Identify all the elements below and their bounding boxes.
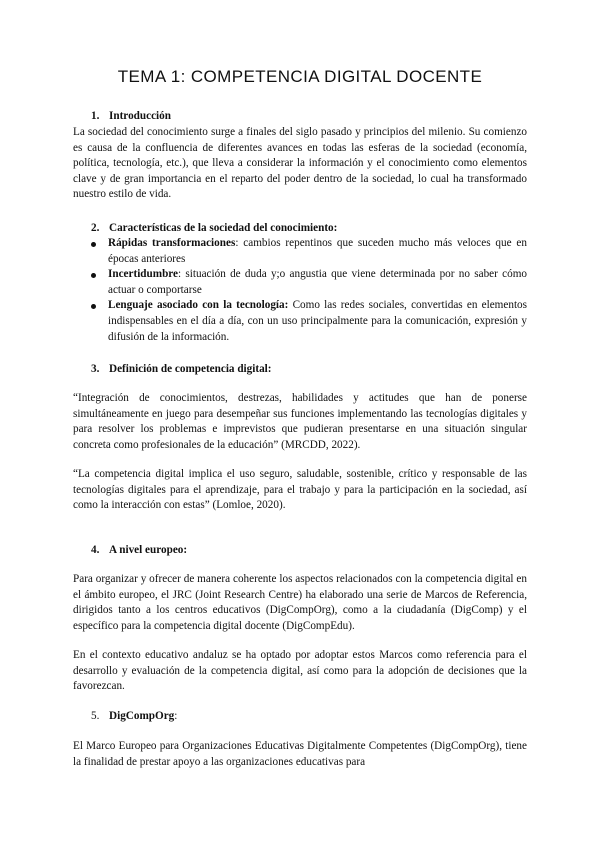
list-item-text: : situación de duda y;o angustia que viene determinada por no saber cómo actuar o comportarse bbox=[108, 268, 527, 296]
section-5-colon: : bbox=[174, 710, 178, 722]
section-1-paragraph: La sociedad del conocimiento surge a finales del siglo pasado y principios del milenio. Su comienzo es causa de la confluencia de diferentes avances en todas las esferas de la sociedad (economía, política, tecnología, etc.), que lleva a considerar la información y el conocimiento como elementos clave y de gran importancia en el reparto del poder dentro de la sociedad, lo cual ha transformado nuestro estilo de vida. bbox=[73, 126, 527, 201]
section-1-number: 1. bbox=[91, 110, 100, 122]
section-3-title: Definición de competencia digital: bbox=[109, 363, 272, 375]
section-5-heading bbox=[91, 709, 177, 725]
section-4-number: 4. bbox=[91, 544, 100, 556]
section-1-title: Introducción bbox=[109, 110, 171, 122]
definition-quote-2: “La competencia digital implica el uso seguro, saludable, sostenible, crítico y responsable de las tecnologías digitales para el aprendizaje, para el trabajo y para la participación en la sociedad, así como la interacción con estas” (Lomloe, 2020). bbox=[73, 468, 527, 512]
section-4-paragraph-2: En el contexto educativo andaluz se ha optado por adoptar estos Marcos como referencia para el desarrollo y evaluación de la competencia digital, así como para la adopción de decisiones que la favorezcan. bbox=[73, 649, 527, 693]
definition-quote-1: “Integración de conocimientos, destrezas, habilidades y actitudes que han de ponerse simultáneamente en juego para desempeñar sus funciones implementando las tecnologías digitales y para resolver los problemas e imprevistos que pudieran presentarse en una situación singular concreta como profesionales de la educación” (MRCDD, 2022). bbox=[73, 392, 527, 451]
document-title: TEMA 1: COMPETENCIA DIGITAL DOCENTE bbox=[117, 67, 483, 86]
section-2-title: Características de la sociedad del conocimiento: bbox=[109, 222, 338, 234]
section-2-number: 2. bbox=[91, 222, 100, 234]
section-3-heading bbox=[91, 362, 272, 378]
list-item-term: Lenguaje asociado con la tecnología: bbox=[108, 299, 289, 312]
section-4-heading bbox=[91, 543, 187, 559]
section-4-title: A nivel europeo: bbox=[109, 544, 188, 556]
characteristics-list bbox=[91, 236, 527, 345]
section-5-title: DigCompOrg bbox=[109, 710, 175, 722]
section-2-heading bbox=[91, 221, 337, 237]
list-item-text: Como las redes sociales, convertidas en elementos indispensables en el día a día, con un uso principalmente para la comunicación, expresión y difusión de la información. bbox=[108, 299, 527, 343]
list-item-term: Rápidas transformaciones bbox=[108, 237, 236, 249]
bullet-icon bbox=[91, 242, 96, 247]
section-4-paragraph-1: Para organizar y ofrecer de manera coherente los aspectos relacionados con la competencia digital en el ámbito europeo, el JRC (Joint Research Centre) ha elaborado una serie de Marcos de Referencia, dirigidos tanto a los centros educativos (DigCompOrg), como a la ciudadanía (DigComp) y el específico para la competencia digital docente (DigCompEdu). bbox=[73, 573, 527, 632]
list-item-term: Incertidumbre bbox=[108, 268, 179, 281]
list-item bbox=[91, 267, 527, 298]
bullet-icon bbox=[91, 304, 96, 309]
section-5-paragraph: El Marco Europeo para Organizaciones Educativas Digitalmente Competentes (DigCompOrg), tiene la finalidad de prestar apoyo a las organizaciones educativas para bbox=[73, 740, 527, 768]
list-item bbox=[91, 236, 527, 267]
list-item bbox=[91, 298, 527, 345]
section-5-number: 5. bbox=[91, 710, 100, 722]
section-3-number: 3. bbox=[91, 363, 100, 375]
section-1-heading bbox=[91, 109, 171, 125]
list-item-text: : cambios repentinos que suceden mucho más veloces que en épocas anteriores bbox=[108, 237, 527, 265]
bullet-icon bbox=[91, 273, 96, 278]
